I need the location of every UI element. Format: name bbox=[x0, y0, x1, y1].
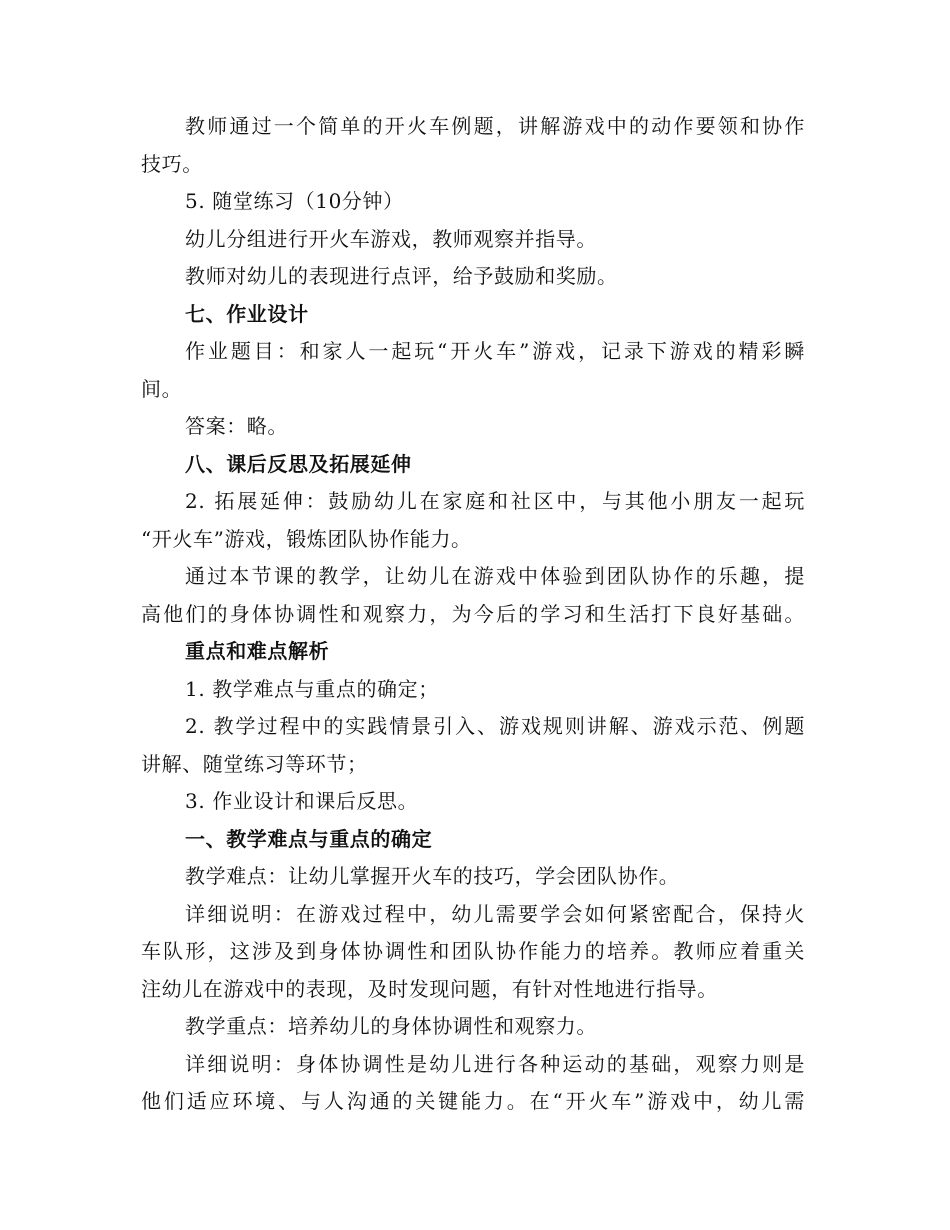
text-line: 幼儿分组进行开火车游戏，教师观察并指导。 bbox=[185, 226, 597, 251]
text-line: 详细说明：在游戏过程中，幼儿需要学会如何紧密配合，保持火 bbox=[185, 901, 805, 926]
text-line: 教师通过一个简单的开火车例题，讲解游戏中的动作要领和协作 bbox=[185, 114, 805, 138]
text-line: 教学难点：让幼儿掌握开火车的技巧，学会团队协作。 bbox=[185, 864, 680, 888]
section-heading: 一、教学难点与重点的确定 bbox=[185, 826, 433, 851]
text-line: 作业题目：和家人一起玩“开火车”游戏，记录下游戏的精彩瞬 bbox=[185, 339, 805, 363]
text-line: “开火车”游戏，锻炼团队协作能力。 bbox=[141, 526, 472, 551]
text-line: 间。 bbox=[141, 376, 183, 401]
text-line: 答案：略。 bbox=[185, 414, 288, 438]
text-line: 2. 教学过程中的实践情景引入、游戏规则讲解、游戏示范、例题 bbox=[185, 714, 805, 738]
text-line: 详细说明：身体协调性是幼儿进行各种运动的基础，观察力则是 bbox=[185, 1051, 805, 1076]
section-heading: 七、作业设计 bbox=[185, 301, 309, 326]
text-line: 注幼儿在游戏中的表现，及时发现问题，有针对性地进行指导。 bbox=[141, 976, 718, 1001]
text-line: 5. 随堂练习（10分钟） bbox=[185, 189, 404, 213]
text-line: 技巧。 bbox=[141, 151, 203, 176]
text-line: 通过本节课的教学，让幼儿在游戏中体验到团队协作的乐趣，提 bbox=[185, 564, 805, 588]
text-line: 2. 拓展延伸：鼓励幼儿在家庭和社区中，与其他小朋友一起玩 bbox=[185, 489, 805, 513]
section-heading: 八、课后反思及拓展延伸 bbox=[185, 451, 412, 476]
document-page bbox=[141, 108, 805, 1121]
text-line: 教学重点：培养幼儿的身体协调性和观察力。 bbox=[185, 1014, 597, 1038]
text-line: 教师对幼儿的表现进行点评，给予鼓励和奖励。 bbox=[185, 264, 618, 288]
text-line: 车队形，这涉及到身体协调性和团队协作能力的培养。教师应着重关 bbox=[141, 939, 805, 963]
text-line: 1. 教学难点与重点的确定； bbox=[185, 676, 439, 701]
text-line: 3. 作业设计和课后反思。 bbox=[185, 789, 419, 813]
section-heading: 重点和难点解析 bbox=[185, 639, 330, 663]
text-line: 高他们的身体协调性和观察力，为今后的学习和生活打下良好基础。 bbox=[141, 601, 805, 626]
text-line: 他们适应环境、与人沟通的关键能力。在“开火车”游戏中，幼儿需 bbox=[141, 1089, 805, 1113]
text-line: 讲解、随堂练习等环节； bbox=[141, 751, 368, 776]
